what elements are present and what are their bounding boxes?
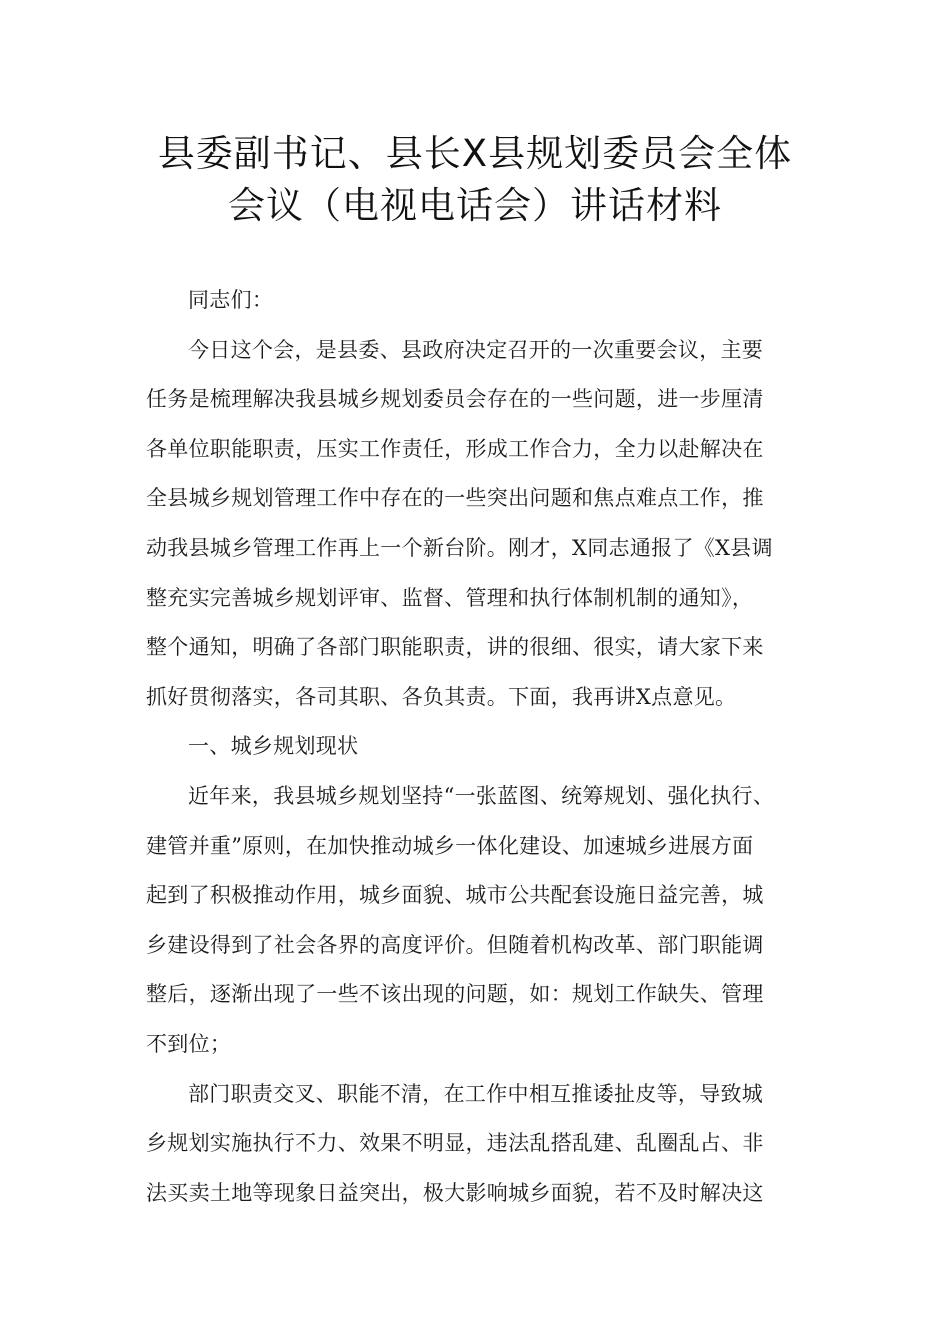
title-line-1: 县委副书记、县长X县规划委员会全体 xyxy=(157,132,793,175)
body-line: 全县城乡规划管理工作中存在的一些突出问题和焦点难点工作，推 xyxy=(146,486,764,511)
body-line: 不到位； xyxy=(146,1031,232,1056)
body-line: 各单位职能职责，压实工作责任，形成工作合力，全力以赴解决在 xyxy=(146,436,764,461)
body-line: 部门职责交叉、职能不清，在工作中相互推诿扯皮等，导致城 xyxy=(188,1081,764,1106)
body-line: 起到了积极推动作用，城乡面貌、城市公共配套设施日益完善，城 xyxy=(146,883,764,908)
title-line-2: 会议（电视电话会）讲话材料 xyxy=(228,184,722,227)
section-heading: 一、城乡规划现状 xyxy=(188,734,359,759)
body-line: 法买卖土地等现象日益突出，极大影响城乡面貌，若不及时解决这 xyxy=(146,1180,764,1205)
body-line: 整后，逐渐出现了一些不该出现的问题，如：规划工作缺失、管理 xyxy=(146,982,764,1007)
body-line: 整个通知，明确了各部门职能职责，讲的很细、很实，请大家下来 xyxy=(146,635,764,660)
body-line: 建管并重”原则，在加快推动城乡一体化建设、加速城乡进展方面 xyxy=(146,833,754,858)
body-line: 同志们： xyxy=(188,288,274,312)
body-line: 抓好贯彻落实，各司其职、各负其责。下面，我再讲X点意见。 xyxy=(146,684,737,709)
body-line: 乡规划实施执行不力、效果不明显，违法乱搭乱建、乱圈乱占、非 xyxy=(146,1131,764,1156)
document-body xyxy=(146,284,836,1226)
body-line: 今日这个会，是县委、县政府决定召开的一次重要会议，主要 xyxy=(188,337,764,362)
body-line: 动我县城乡管理工作再上一个新台阶。刚才，X同志通报了《X县调 xyxy=(146,535,773,560)
body-line: 乡建设得到了社会各界的高度评价。但随着机构改革、部门职能调 xyxy=(146,932,764,957)
body-line: 近年来，我县城乡规划坚持“一张蓝图、统筹规划、强化执行、 xyxy=(188,783,775,808)
body-line: 整充实完善城乡规划评审、监督、管理和执行体制机制的通知》， xyxy=(146,585,754,610)
document-title xyxy=(120,128,830,232)
body-line: 任务是梳理解决我县城乡规划委员会存在的一些问题，进一步厘清 xyxy=(146,387,764,412)
